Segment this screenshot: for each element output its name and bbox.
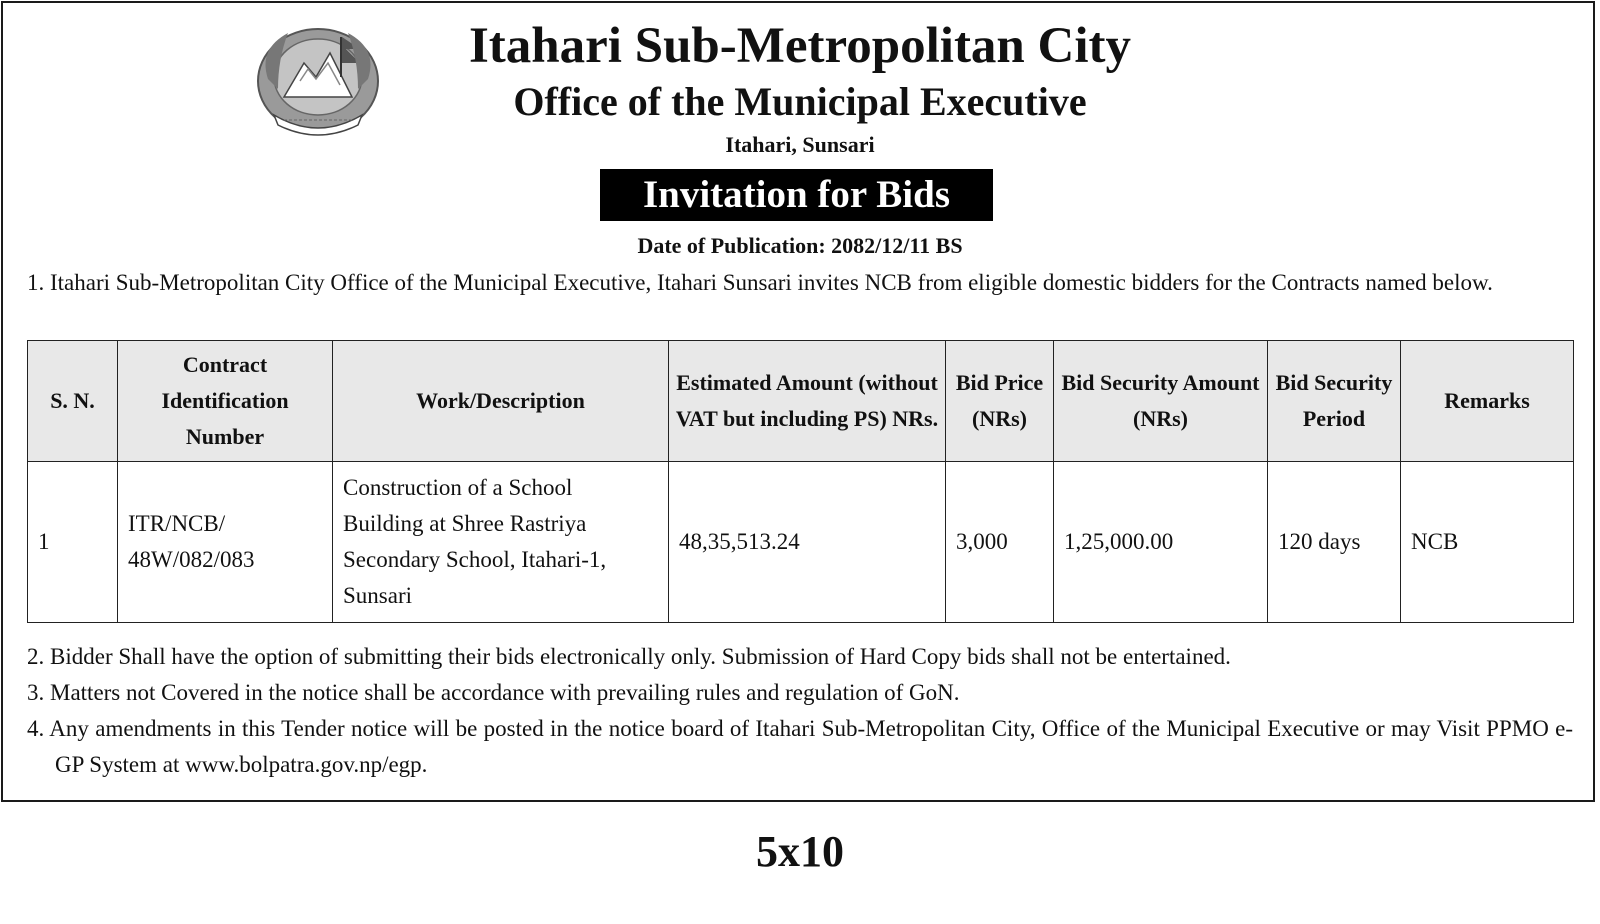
office-location: Itahari, Sunsari [725,132,875,157]
bids-table [27,340,1574,623]
cell-estimated-amount: 48,35,513.24 [669,462,946,623]
cell-sn: 1 [28,462,118,623]
column-header: Bid Price (NRs) [946,341,1054,462]
notice-banner: Invitation for Bids [600,169,993,221]
ad-size-label: 5x10 [756,827,844,876]
table-header-row [28,341,1574,462]
table-row [28,462,1574,623]
notice-paragraph-4: 4. Any amendments in this Tender notice will be posted in the notice board of Itahari Sub-Metropolitan City, Office of the Municipal Executive or may Visit PPMO e-GP System at www.bolpatra.gov.np/egp. [27,716,1573,777]
column-header: Bid Security Amount (NRs) [1054,341,1268,462]
publication-date: Date of Publication: 2082/12/11 BS [637,233,963,258]
cell-bid-price: 3,000 [946,462,1054,623]
cell-remarks: NCB [1401,462,1574,623]
notice-paragraph-1: 1. Itahari Sub-Metropolitan City Office of the Municipal Executive, Itahari Sunsari invites NCB from eligible domestic bidders for the Contracts named below. [27,270,1493,295]
cell-description: Construction of a School Building at Shree Rastriya Secondary School, Itahari-1, Sunsari [333,462,669,623]
notice-paragraph-3: 3. Matters not Covered in the notice shall be accordance with prevailing rules and regulation of GoN. [27,680,960,705]
column-header: Bid Security Period [1268,341,1401,462]
column-header: Estimated Amount (without VAT but including PS) NRs. [669,341,946,462]
tender-notice [1,1,1595,802]
cell-contract-id: ITR/NCB/ 48W/082/083 [118,462,333,623]
column-header: Remarks [1401,341,1574,462]
office-subtitle: Office of the Municipal Executive [513,79,1087,124]
cell-bid-security-period: 120 days [1268,462,1401,623]
city-title: Itahari Sub-Metropolitan City [468,18,1132,74]
column-header: S. N. [28,341,118,462]
column-header: Work/Description [333,341,669,462]
notice-paragraph-2: 2. Bidder Shall have the option of submitting their bids electronically only. Submission of Hard Copy bids shall not be entertained. [27,644,1231,669]
cell-bid-security-amount: 1,25,000.00 [1054,462,1268,623]
column-header: Contract Identification Number [118,341,333,462]
